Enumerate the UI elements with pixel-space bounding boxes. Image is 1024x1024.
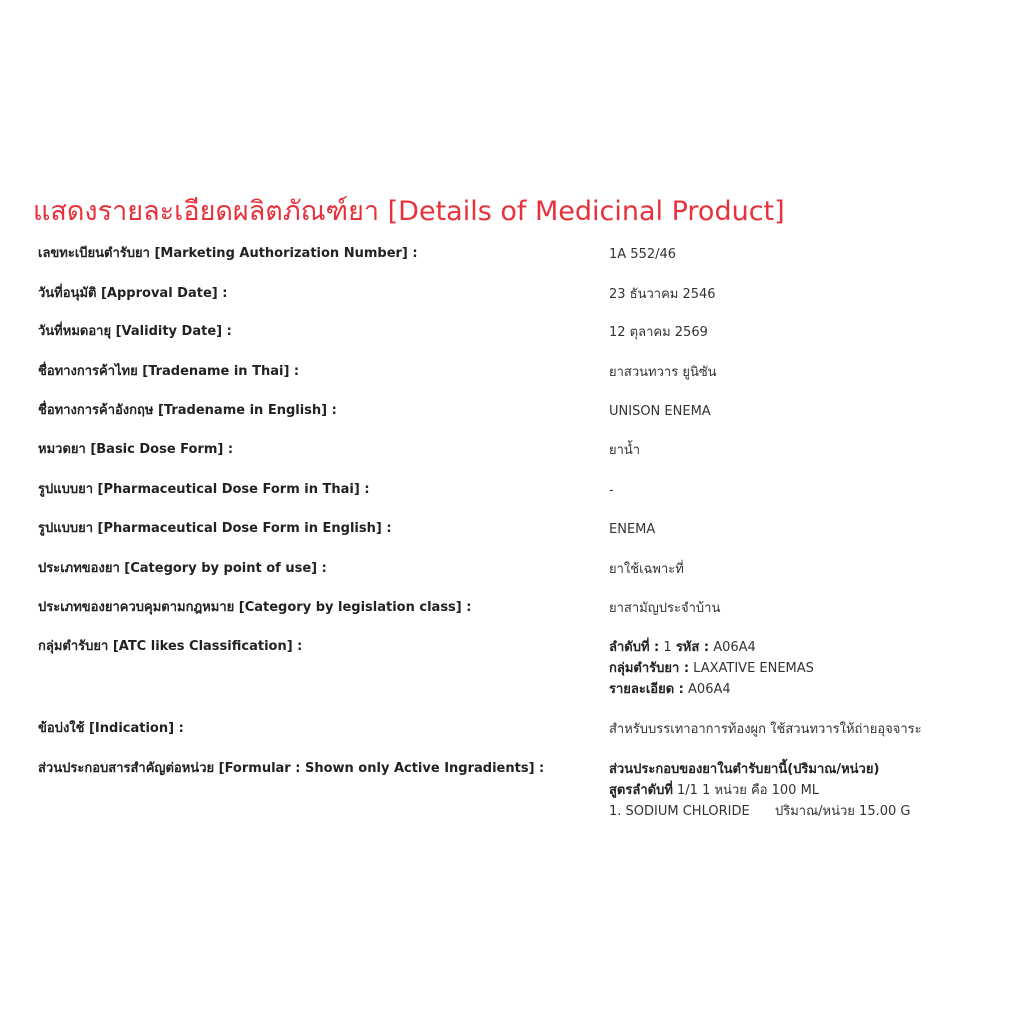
ingredient-amount: ปริมาณ/หน่วย 15.00 G xyxy=(775,804,911,819)
row-label: ชื่อทางการค้าไทย [Tradename in Thai] : xyxy=(38,364,300,379)
row-value: ยาน้ำ xyxy=(609,443,641,458)
row-value: ยาใช้เฉพาะที่ xyxy=(609,562,684,577)
atc-group-line xyxy=(609,658,1009,679)
page-title: แสดงรายละเอียดผลิตภัณฑ์ยา [Details of Medicinal Product] xyxy=(33,196,785,227)
row-label: ข้อบ่งใช้ [Indication] : xyxy=(38,721,184,736)
row-value: 23 ธันวาคม 2546 xyxy=(609,287,716,302)
row-label: กลุ่มตำรับยา [ATC likes Classification] : xyxy=(38,639,303,654)
row-value: ยาสามัญประจำบ้าน xyxy=(609,601,721,616)
atc-value-block xyxy=(609,637,1009,700)
atc-detail-label: รายละเอียด : xyxy=(609,682,684,697)
ingredient-line xyxy=(609,801,1009,822)
formula-value: 1/1 1 หน่วย คือ 100 ML xyxy=(677,783,820,798)
row-label: ชื่อทางการค้าอังกฤษ [Tradename in English] : xyxy=(38,403,337,418)
row-label: ประเภทของยาควบคุมตามกฎหมาย [Category by legislation class] : xyxy=(38,600,472,615)
row-label: รูปแบบยา [Pharmaceutical Dose Form in Thai] : xyxy=(38,482,370,497)
row-label: เลขทะเบียนตำรับยา [Marketing Authorization Number] : xyxy=(38,246,418,261)
row-value: 1A 552/46 xyxy=(609,247,677,262)
atc-order-line xyxy=(609,637,1009,658)
row-value: UNISON ENEMA xyxy=(609,404,711,419)
row-value: - xyxy=(609,483,614,498)
row-value: 12 ตุลาคม 2569 xyxy=(609,325,708,340)
atc-group-label: กลุ่มตำรับยา : xyxy=(609,661,690,676)
row-label: ประเภทของยา [Category by point of use] : xyxy=(38,561,327,576)
row-value: ENEMA xyxy=(609,522,656,537)
row-value: สำหรับบรรเทาอาการท้องผูก ใช้สวนทวารให้ถ่ายอุจจาระ xyxy=(609,722,922,737)
atc-group-value: LAXATIVE ENEMAS xyxy=(693,661,814,676)
atc-code-label: รหัส : xyxy=(675,640,710,655)
ingredient-name: 1. SODIUM CHLORIDE xyxy=(609,804,750,819)
row-label: ส่วนประกอบสารสำคัญต่อหน่วย [Formular : Shown only Active Ingradients] : xyxy=(38,761,545,776)
formula-heading xyxy=(609,759,1009,780)
atc-order-label: ลำดับที่ : xyxy=(609,640,660,655)
atc-order-value: 1 xyxy=(663,640,672,655)
row-label: รูปแบบยา [Pharmaceutical Dose Form in English] : xyxy=(38,521,392,536)
atc-code-value: A06A4 xyxy=(713,640,756,655)
row-value: ยาสวนทวาร ยูนิซัน xyxy=(609,365,717,380)
formula-label: สูตรลำดับที่ xyxy=(609,783,673,798)
formula-heading-text: ส่วนประกอบของยาในตำรับยานี้(ปริมาณ/หน่วย) xyxy=(609,762,880,777)
atc-detail-value: A06A4 xyxy=(688,682,731,697)
formula-line xyxy=(609,780,1009,801)
formula-value-block xyxy=(609,759,1009,822)
row-label: วันที่หมดอายุ [Validity Date] : xyxy=(38,324,232,339)
row-label: หมวดยา [Basic Dose Form] : xyxy=(38,442,234,457)
atc-detail-line xyxy=(609,679,1009,700)
row-label: วันที่อนุมัติ [Approval Date] : xyxy=(38,286,228,301)
